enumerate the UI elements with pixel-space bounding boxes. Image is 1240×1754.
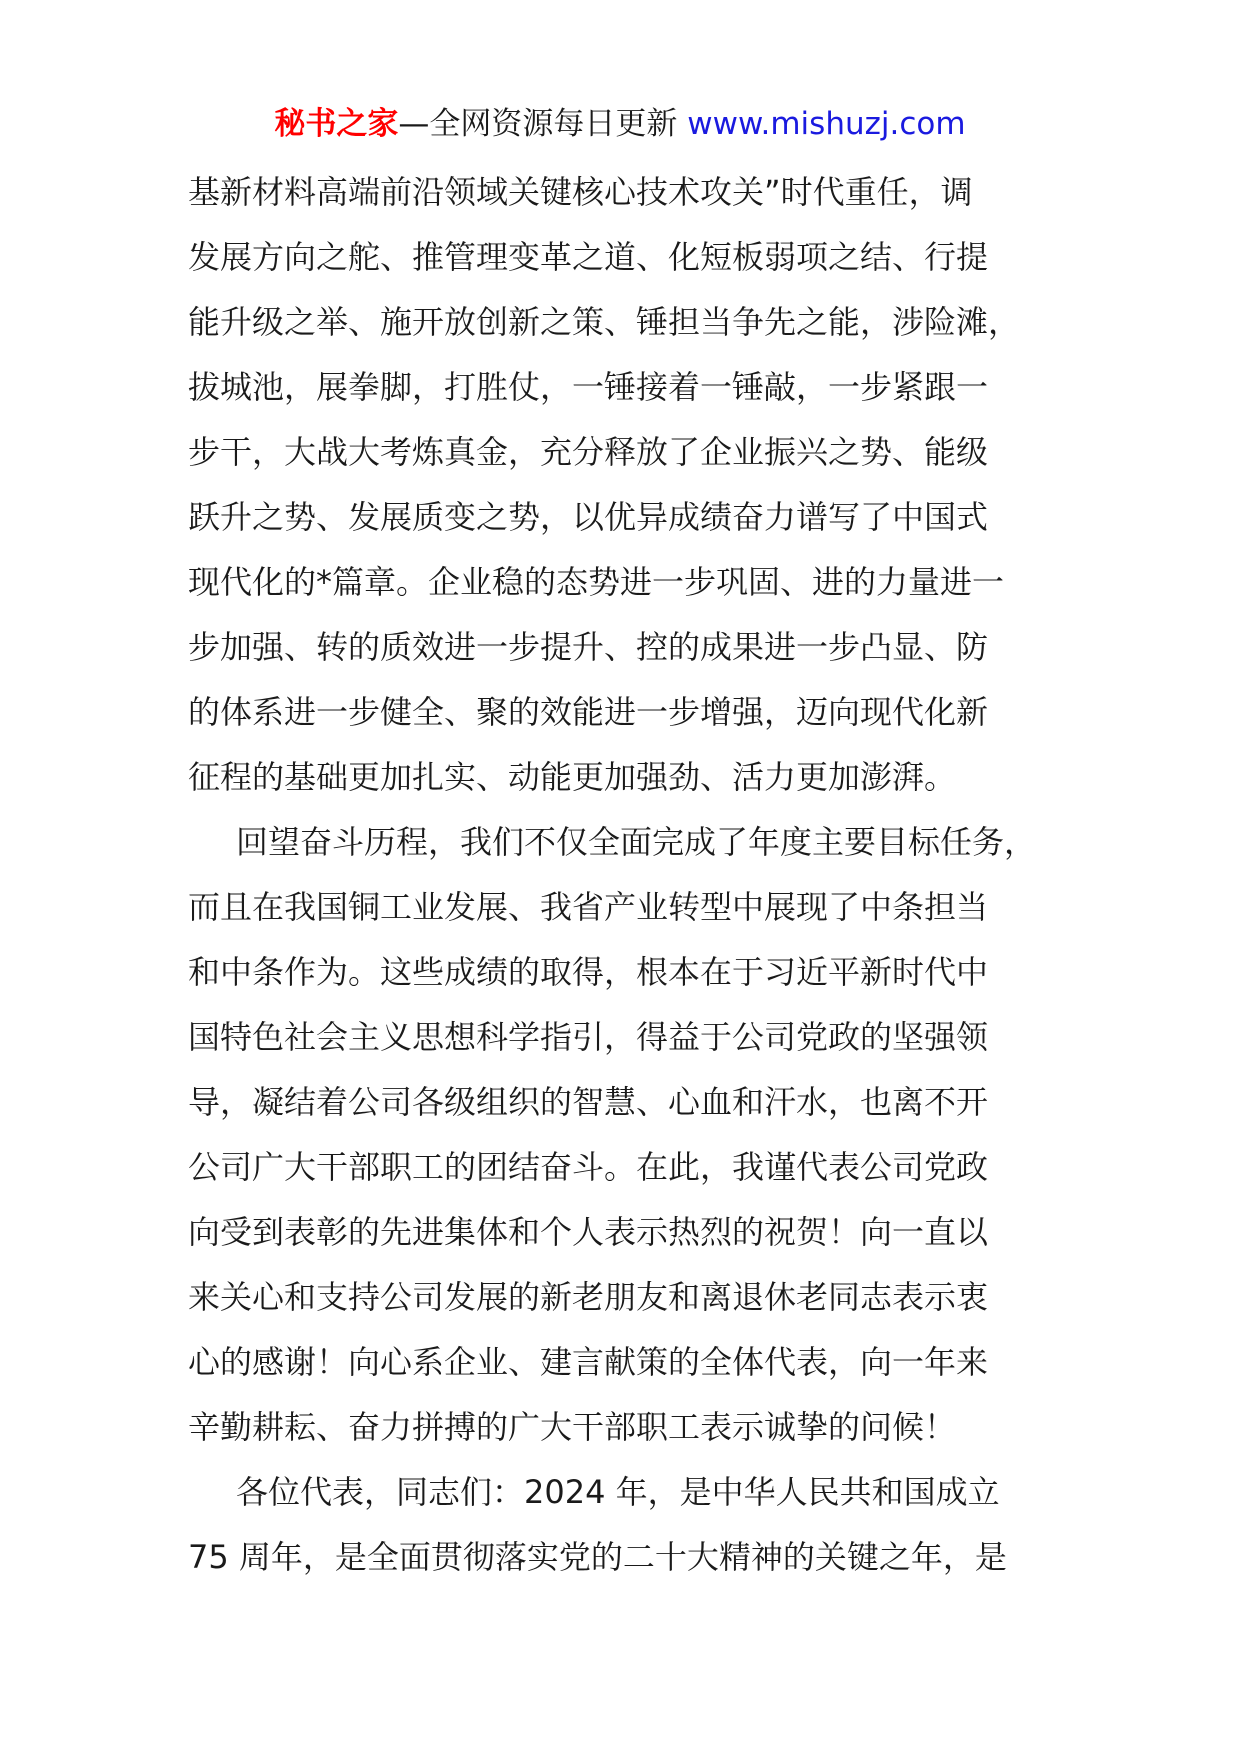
body-line: 拔城池，展拳脚，打胜仗，一锤接着一锤敲，一步紧跟一 [188,368,989,406]
brand-name: 秘书之家 [274,106,399,142]
document-body [188,160,1068,1590]
body-line: 步加强、转的质效进一步提升、控的成果进一步凸显、防 [188,628,989,666]
body-line: 向受到表彰的先进集体和个人表示热烈的祝贺！向一直以 [188,1213,989,1251]
body-line: 来关心和支持公司发展的新老朋友和离退休老同志表示衷 [188,1278,989,1316]
body-line: 国特色社会主义思想科学指引，得益于公司党政的坚强领 [188,1018,989,1056]
body-line: 征程的基础更加扎实、动能更加强劲、活力更加澎湃。 [188,758,957,796]
body-line: 发展方向之舵、推管理变革之道、化短板弱项之结、行提 [188,238,989,276]
body-line: 的体系进一步健全、聚的效能进一步增强，迈向现代化新 [188,693,989,731]
header-tagline: —全网资源每日更新 [398,106,678,142]
body-line: 现代化的*篇章。企业稳的态势进一步巩固、进的力量进一 [188,563,1005,601]
body-line: 步干，大战大考炼真金，充分释放了企业振兴之势、能级 [188,433,989,471]
site-header [0,102,1240,146]
site-url-link[interactable]: www.mishuzj.com [687,106,966,142]
body-line: 公司广大干部职工的团结奋斗。在此，我谨代表公司党政 [188,1148,989,1186]
body-line: 辛勤耕耘、奋力拼搏的广大干部职工表示诚挚的问候！ [188,1408,957,1446]
paragraph-first-line: 各位代表，同志们：2024 年，是中华人民共和国成立 [236,1473,1000,1511]
body-line: 导，凝结着公司各级组织的智慧、心血和汗水，也离不开 [188,1083,989,1121]
paragraph-first-line: 回望奋斗历程，我们不仅全面完成了年度主要目标任务， [236,823,1037,861]
body-line: 心的感谢！向心系企业、建言献策的全体代表，向一年来 [188,1343,989,1381]
body-line: 跃升之势、发展质变之势，以优异成绩奋力谱写了中国式 [188,498,989,536]
body-line: 而且在我国铜工业发展、我省产业转型中展现了中条担当 [188,888,989,926]
body-line: 和中条作为。这些成绩的取得，根本在于习近平新时代中 [188,953,989,991]
body-line: 75 周年，是全面贯彻落实党的二十大精神的关键之年，是 [188,1538,1007,1576]
body-line: 基新材料高端前沿领域关键核心技术攻关”时代重任，调 [188,173,973,211]
body-line: 能升级之举、施开放创新之策、锤担当争先之能，涉险滩， [188,303,1021,341]
